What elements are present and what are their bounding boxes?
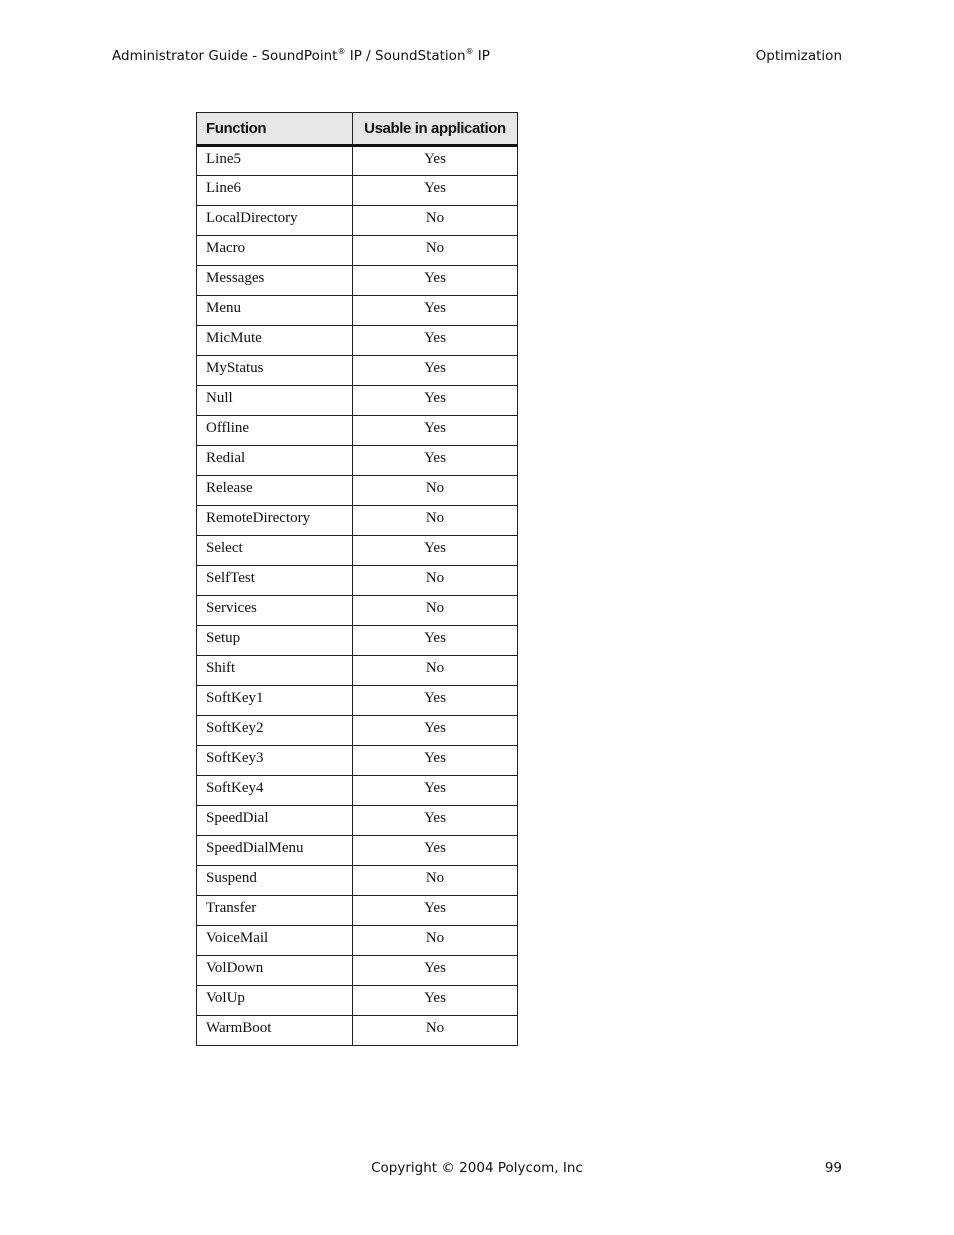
table-row: [197, 566, 518, 596]
usable-cell: No: [353, 596, 518, 626]
usable-cell: Yes: [353, 986, 518, 1016]
table-row: [197, 686, 518, 716]
usable-cell: No: [353, 566, 518, 596]
usable-cell: No: [353, 1016, 518, 1046]
function-cell: RemoteDirectory: [197, 506, 353, 536]
table-row: [197, 596, 518, 626]
usable-cell: No: [353, 866, 518, 896]
table-row: [197, 806, 518, 836]
function-cell: SoftKey3: [197, 746, 353, 776]
table-row: [197, 416, 518, 446]
table-row: [197, 326, 518, 356]
table-row: [197, 656, 518, 686]
usable-cell: Yes: [353, 536, 518, 566]
table-row: [197, 626, 518, 656]
usable-cell: Yes: [353, 686, 518, 716]
function-cell: WarmBoot: [197, 1016, 353, 1046]
table-row: [197, 236, 518, 266]
usable-cell: No: [353, 656, 518, 686]
usable-cell: Yes: [353, 836, 518, 866]
function-cell: SoftKey1: [197, 686, 353, 716]
column-header-function: Function: [197, 113, 353, 146]
function-cell: Offline: [197, 416, 353, 446]
table-row: [197, 836, 518, 866]
function-cell: Release: [197, 476, 353, 506]
function-cell: Redial: [197, 446, 353, 476]
function-cell: MyStatus: [197, 356, 353, 386]
usable-cell: Yes: [353, 356, 518, 386]
usable-cell: Yes: [353, 896, 518, 926]
function-cell: VolUp: [197, 986, 353, 1016]
guide-title-middle: IP / SoundStation: [345, 48, 466, 64]
table-row: [197, 386, 518, 416]
function-cell: Transfer: [197, 896, 353, 926]
table-header-row: [197, 113, 518, 146]
function-cell: SoftKey2: [197, 716, 353, 746]
usable-cell: Yes: [353, 716, 518, 746]
usable-cell: No: [353, 476, 518, 506]
usable-cell: Yes: [353, 386, 518, 416]
usable-cell: No: [353, 506, 518, 536]
function-cell: VolDown: [197, 956, 353, 986]
table-row: [197, 926, 518, 956]
usable-cell: Yes: [353, 446, 518, 476]
function-table: [196, 112, 518, 1046]
registered-mark: ®: [465, 47, 474, 56]
usable-cell: Yes: [353, 626, 518, 656]
table-row: [197, 986, 518, 1016]
function-cell: SoftKey4: [197, 776, 353, 806]
usable-cell: No: [353, 236, 518, 266]
function-cell: Suspend: [197, 866, 353, 896]
function-cell: SpeedDialMenu: [197, 836, 353, 866]
table-row: [197, 176, 518, 206]
function-cell: Macro: [197, 236, 353, 266]
table-row: [197, 776, 518, 806]
section-title: Optimization: [755, 48, 842, 64]
usable-cell: No: [353, 926, 518, 956]
table-body: [197, 146, 518, 1046]
function-cell: VoiceMail: [197, 926, 353, 956]
page-header: [112, 48, 842, 70]
function-cell: SpeedDial: [197, 806, 353, 836]
usable-cell: No: [353, 206, 518, 236]
usable-cell: Yes: [353, 806, 518, 836]
function-cell: Line6: [197, 176, 353, 206]
table-row: [197, 356, 518, 386]
copyright-notice: Copyright © 2004 Polycom, Inc: [371, 1160, 583, 1176]
function-cell: Messages: [197, 266, 353, 296]
table-row: [197, 896, 518, 926]
table-row: [197, 206, 518, 236]
function-cell: MicMute: [197, 326, 353, 356]
table-row: [197, 866, 518, 896]
usable-cell: Yes: [353, 176, 518, 206]
function-cell: SelfTest: [197, 566, 353, 596]
table-row: [197, 506, 518, 536]
table-header: [197, 113, 518, 146]
guide-title-prefix: Administrator Guide - SoundPoint: [112, 48, 338, 64]
guide-title-suffix: IP: [473, 48, 490, 64]
table-row: [197, 536, 518, 566]
function-cell: Select: [197, 536, 353, 566]
table-row: [197, 746, 518, 776]
guide-title: [112, 48, 490, 64]
table-row: [197, 446, 518, 476]
table-row: [197, 1016, 518, 1046]
table-row: [197, 146, 518, 176]
usable-cell: Yes: [353, 956, 518, 986]
usable-cell: Yes: [353, 776, 518, 806]
column-header-usable: Usable in application: [353, 113, 518, 146]
function-cell: Menu: [197, 296, 353, 326]
function-cell: Shift: [197, 656, 353, 686]
page-number: 99: [824, 1160, 842, 1176]
registered-mark: ®: [337, 47, 346, 56]
function-cell: Null: [197, 386, 353, 416]
table-row: [197, 476, 518, 506]
function-cell: Line5: [197, 146, 353, 176]
function-cell: Services: [197, 596, 353, 626]
usable-cell: Yes: [353, 296, 518, 326]
table-row: [197, 266, 518, 296]
usable-cell: Yes: [353, 326, 518, 356]
page-footer: [112, 1160, 842, 1182]
usable-cell: Yes: [353, 146, 518, 176]
function-cell: Setup: [197, 626, 353, 656]
table-row: [197, 716, 518, 746]
usable-cell: Yes: [353, 416, 518, 446]
usable-cell: Yes: [353, 266, 518, 296]
table-row: [197, 956, 518, 986]
usable-cell: Yes: [353, 746, 518, 776]
table-row: [197, 296, 518, 326]
function-cell: LocalDirectory: [197, 206, 353, 236]
